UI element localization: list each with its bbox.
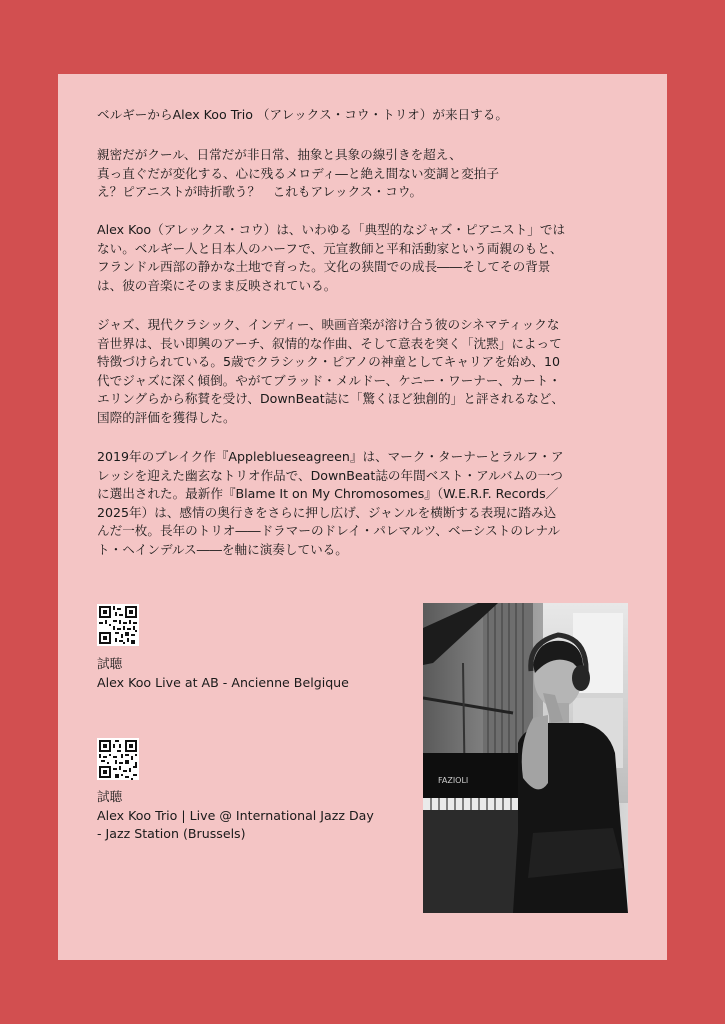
bio-line: フランドル西部の静かな土地で育った。文化の狭間での成長――そしてその背景	[97, 259, 551, 274]
qr-code-icon	[97, 738, 139, 780]
bio-line: は、彼の音楽にそのまま反映されている。	[97, 277, 337, 293]
listen-link[interactable]: - Jazz Station (Brussels)	[97, 826, 246, 841]
listen-label: 試聴	[97, 656, 123, 671]
bio-line: 国際的評価を獲得した。	[97, 409, 236, 425]
bio-line: に選出された。最新作『Blame It on My Chromosomes』（W.E.R.F. Records／	[97, 486, 559, 501]
listen-1	[97, 655, 349, 692]
listen-link[interactable]: Alex Koo Trio | Live @ International Jazz Day	[97, 807, 374, 823]
tagline-paragraph	[97, 146, 627, 202]
bio-line: ない。ベルギー人と日本人のハーフで、元宣教師と平和活動家という両親のもと、	[97, 240, 563, 256]
bio-line: 特徴づけられている。5歳でクラシック・ピアノの神童としてキャリアを始め、10	[97, 354, 561, 369]
listen-link[interactable]: Alex Koo Live at AB - Ancienne Belgique	[97, 674, 349, 690]
listen-label: 試聴	[97, 789, 123, 804]
bio-line: んだ一枚。長年のトリオ――ドラマーのドレイ・パレマルツ、ベーシストのレナル	[97, 523, 561, 538]
qr-code-listen-1[interactable]	[97, 604, 139, 646]
bio-line: 音世界は、長い即興のアーチ、叙情的な作曲、そして意表を突く「沈黙」によって	[97, 335, 562, 351]
bio-paragraph-3	[97, 448, 627, 559]
bio-line: レッシを迎えた幽玄なトリオ作品で、DownBeat誌の年間ベスト・アルバムの一つ	[97, 467, 563, 483]
bio-line: 2025年）は、感情の奥行きをさらに押し広げ、ジャンルを横断する表現に踏み込	[97, 504, 557, 520]
bio-line: エリングらから称賛を受け、DownBeat誌に「驚くほど独創的」と評されるなど、	[97, 391, 564, 406]
bio-line: ト・ヘインデルス――を軸に演奏している。	[97, 541, 348, 557]
tagline-line: 真っ直ぐだが変化する、心に残るメロディ―と絶え間ない変調と変拍子	[97, 165, 499, 181]
qr-code-listen-2[interactable]	[97, 738, 139, 780]
tagline-line: 親密だがクール、日常だが非日常、抽象と具象の線引きを超え、	[97, 147, 462, 162]
bio-paragraph-1	[97, 221, 627, 295]
piano-brand-label: FAZIOLI	[438, 776, 469, 785]
bio-line: Alex Koo（アレックス・コウ）は、いわゆる「典型的なジャズ・ピアニスト」では	[97, 222, 566, 237]
bio-paragraph-2	[97, 316, 627, 427]
artist-photo	[423, 603, 628, 913]
intro-text: ベルギーからAlex Koo Trio （アレックス・コウ・トリオ）が来日する。	[97, 107, 508, 122]
bio-line: 2019年のブレイク作『Appleblueseagreen』は、マーク・ターナーとラルフ・ア	[97, 449, 564, 464]
bio-line: ジャズ、現代クラシック、インディー、映画音楽が溶け合う彼のシネマティックな	[97, 317, 560, 332]
pianist-photo-illustration	[423, 603, 628, 913]
listen-2	[97, 788, 374, 844]
tagline-line: え？ピアニストが時折歌う？ これもアレックス・コウ。	[97, 184, 423, 199]
bio-line: 代でジャズに深く傾倒。やがてブラッド・メルドー、ケニー・ワーナー、カート・	[97, 372, 561, 388]
qr-code-icon	[97, 604, 139, 646]
